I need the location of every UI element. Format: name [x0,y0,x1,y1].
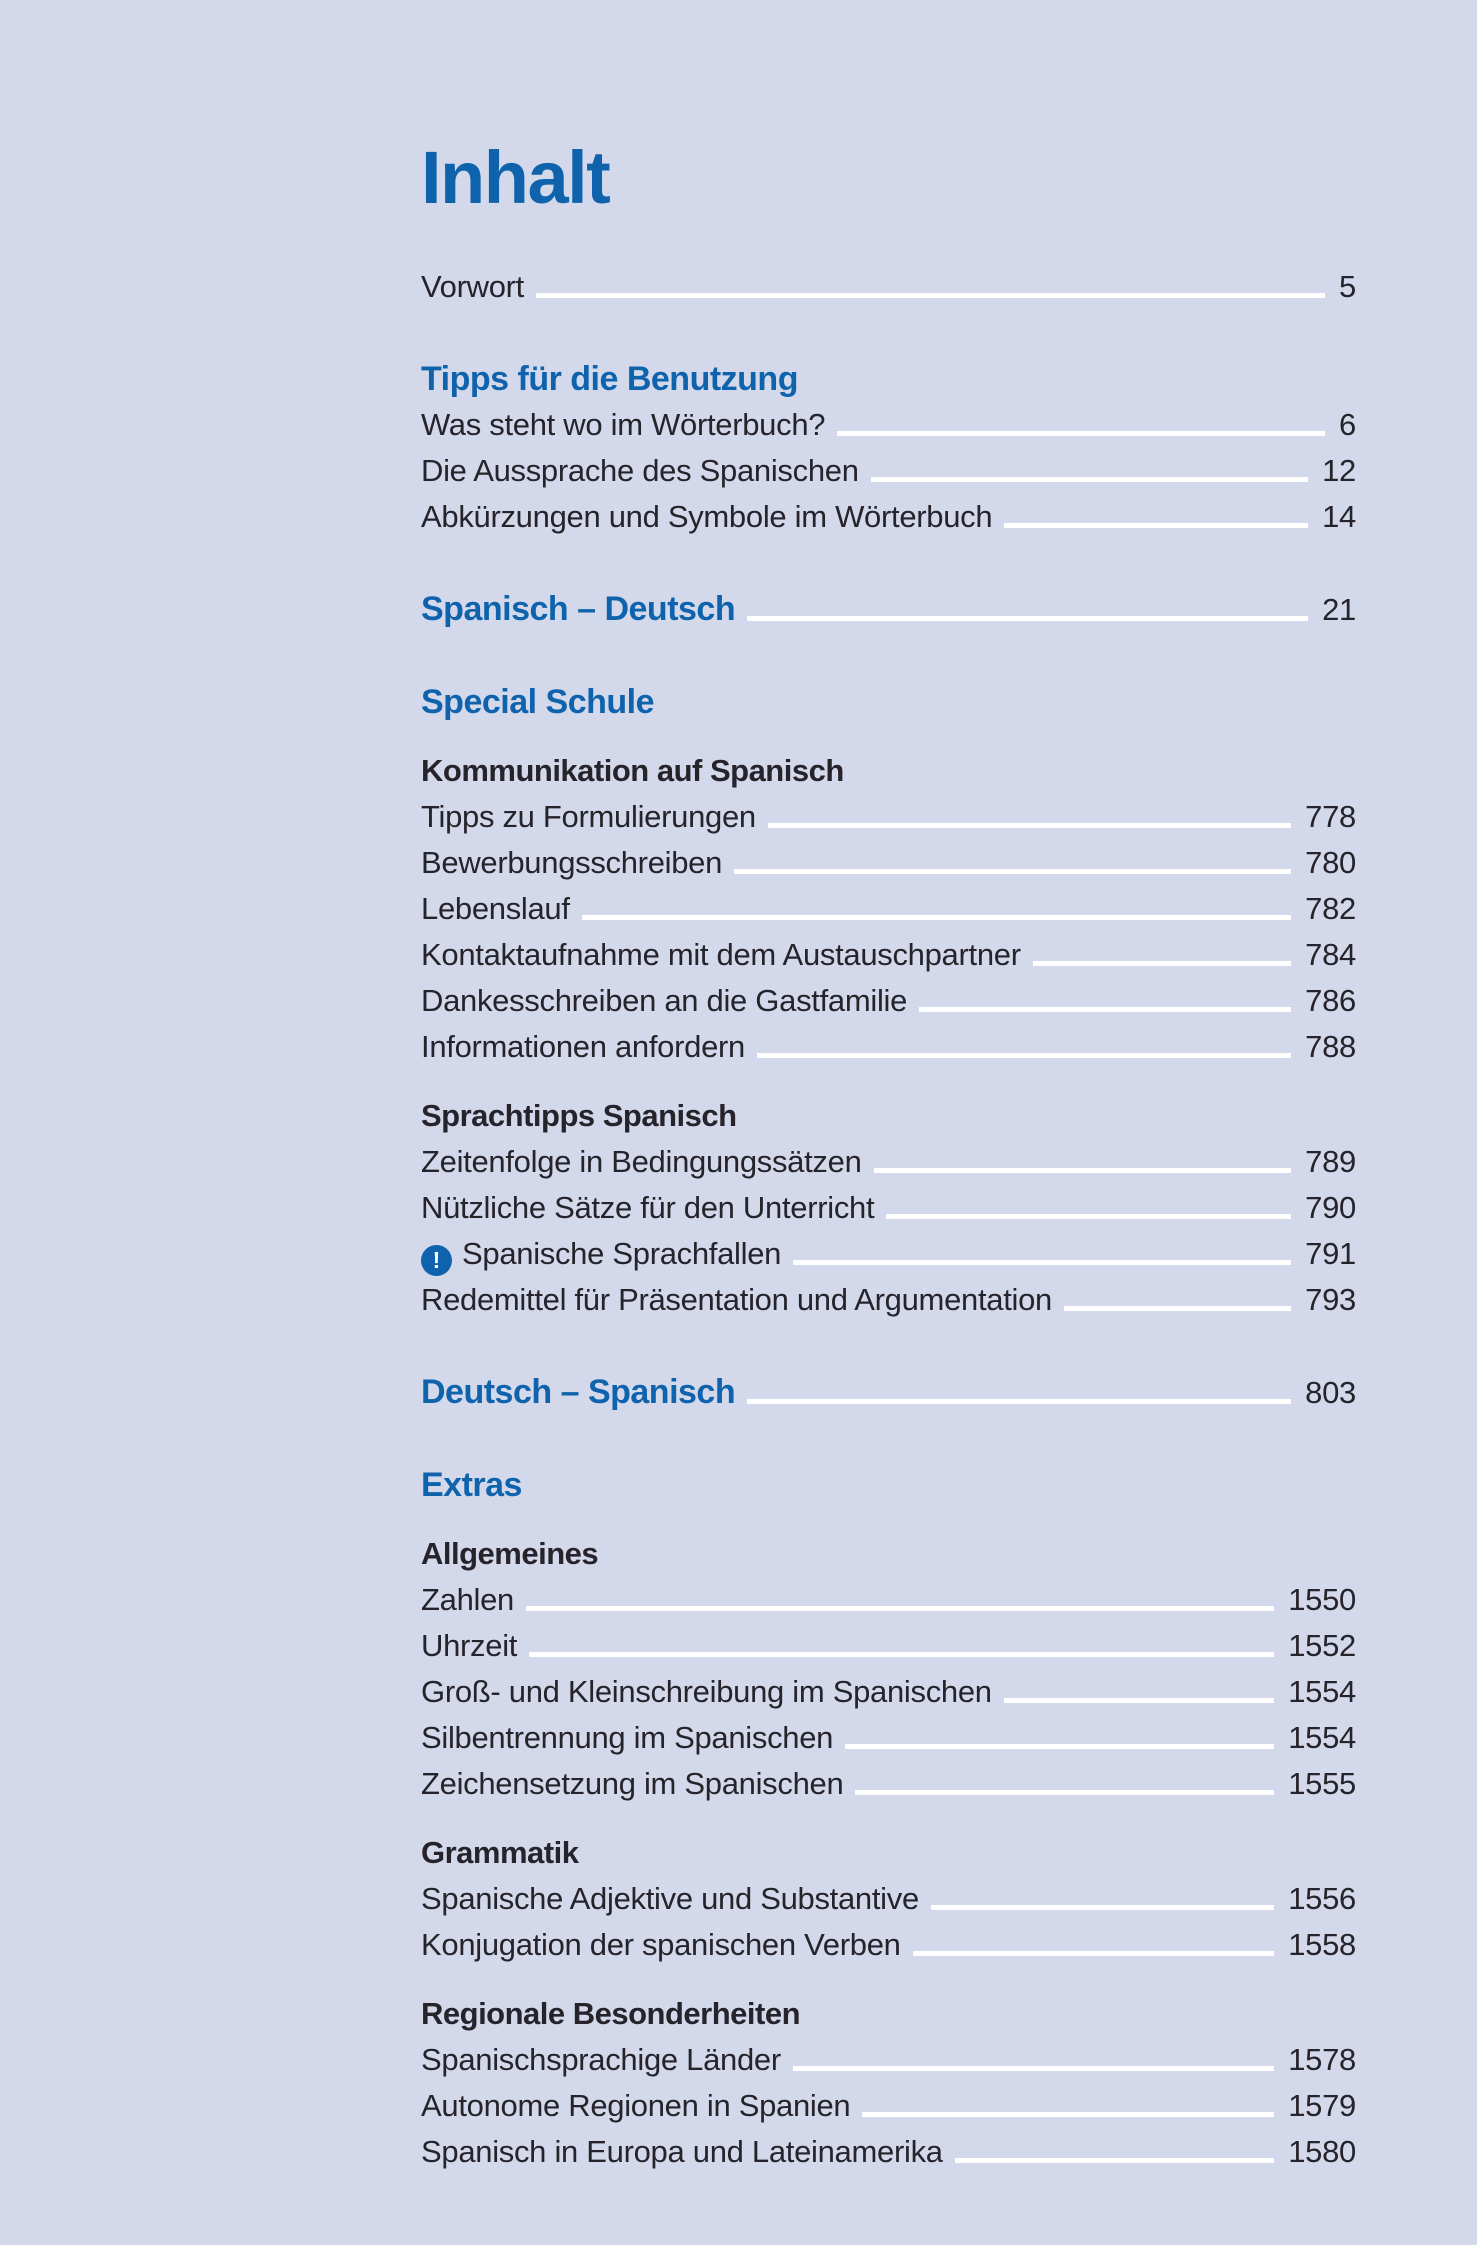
leader-line [582,915,1291,920]
entry-page-number: 790 [1305,1190,1356,1225]
entry-page-number: 1556 [1288,1881,1356,1916]
toc-entry [421,932,1356,978]
entry-page-number: 21 [1322,592,1356,627]
entry-label: Konjugation der spanischen Verben [421,1927,901,1962]
toc-entry [421,1623,1356,1669]
entry-page-number: 1579 [1288,2088,1356,2123]
toc-section-heading [421,1369,1356,1416]
toc-section-heading [421,356,1356,402]
leader-line [1004,523,1308,528]
toc-entry [421,2037,1356,2083]
entry-page-number: 1558 [1288,1927,1356,1962]
entry-label: Kontaktaufnahme mit dem Austauschpartner [421,937,1021,972]
section-heading-label: Deutsch – Spanisch [421,1373,736,1411]
toc-section-heading [421,679,1356,725]
toc-entry [421,1761,1356,1807]
section-heading-label: Extras [421,1466,522,1504]
toc-entry [421,1024,1356,1070]
entry-page-number: 1554 [1288,1720,1356,1755]
entry-label: Nützliche Sätze für den Unterricht [421,1190,875,1225]
entry-label: Abkürzungen und Symbole im Wörterbuch [421,499,993,534]
info-icon: ! [421,1245,452,1276]
entry-label: Dankesschreiben an die Gastfamilie [421,983,908,1018]
entry-label: Spanisch in Europa und Lateinamerika [421,2134,943,2169]
leader-line [757,1053,1291,1058]
entry-page-number: 786 [1305,983,1356,1018]
entry-page-number: 1555 [1288,1766,1356,1801]
entry-label: Vorwort [421,269,524,304]
entry-label: Groß- und Kleinschreibung im Spanischen [421,1674,992,1709]
toc-subheading [421,748,1356,794]
entry-label: Zahlen [421,1582,514,1617]
entry-page-number: 793 [1305,1282,1356,1317]
leader-line [845,1744,1274,1749]
leader-line [747,1399,1291,1404]
entry-label: Redemittel für Präsentation und Argumentation [421,1282,1052,1317]
leader-line [529,1652,1274,1657]
subheading-label: Grammatik [421,1835,579,1870]
entry-page-number: 784 [1305,937,1356,972]
entry-page-number: 12 [1322,453,1356,488]
leader-line [793,1260,1291,1265]
toc-entry [421,1922,1356,1968]
entry-label: Zeichensetzung im Spanischen [421,1766,844,1801]
entry-page-number: 778 [1305,799,1356,834]
entry-label: Zeitenfolge in Bedingungssätzen [421,1144,862,1179]
leader-line [874,1168,1292,1173]
table-of-contents [421,264,1356,2175]
toc-entry [421,1139,1356,1185]
entry-label: Silbentrennung im Spanischen [421,1720,834,1755]
leader-line [768,823,1291,828]
entry-label: Tipps zu Formulierungen [421,799,756,834]
subheading-label: Regionale Besonderheiten [421,1996,801,2031]
section-heading-label: Tipps für die Benutzung [421,360,798,398]
toc-entry [421,1876,1356,1922]
entry-page-number: 791 [1305,1236,1356,1271]
entry-page-number: 1550 [1288,1582,1356,1617]
toc-entry [421,1277,1356,1323]
entry-page-number: 789 [1305,1144,1356,1179]
entry-page-number: 1554 [1288,1674,1356,1709]
page-title: Inhalt [421,136,610,219]
leader-line [862,2112,1274,2117]
toc-section-heading [421,1462,1356,1508]
entry-page-number: 6 [1339,407,1356,442]
entry-page-number: 1578 [1288,2042,1356,2077]
section-heading-label: Spanisch – Deutsch [421,590,736,628]
section-heading-label: Special Schule [421,683,654,721]
toc-section-heading [421,586,1356,633]
toc-entry [421,978,1356,1024]
toc-entry [421,2083,1356,2129]
leader-line [734,869,1291,874]
entry-label: Uhrzeit [421,1628,518,1663]
entry-page-number: 803 [1305,1375,1356,1410]
leader-line [855,1790,1274,1795]
toc-entry [421,794,1356,840]
toc-entry [421,264,1356,310]
leader-line [919,1007,1291,1012]
subheading-label: Sprachtipps Spanisch [421,1098,737,1133]
toc-subheading [421,1991,1356,2037]
leader-line [886,1214,1291,1219]
toc-entry [421,886,1356,932]
toc-entry [421,1715,1356,1761]
toc-entry [421,2129,1356,2175]
toc-subheading [421,1531,1356,1577]
entry-page-number: 1580 [1288,2134,1356,2169]
toc-entry [421,494,1356,540]
entry-label: Was steht wo im Wörterbuch? [421,407,826,442]
leader-line [955,2158,1275,2163]
entry-label: Informationen anfordern [421,1029,745,1064]
entry-label: Spanischsprachige Länder [421,2042,781,2077]
toc-entry [421,840,1356,886]
leader-line [1064,1306,1291,1311]
toc-entry [421,402,1356,448]
entry-page-number: 782 [1305,891,1356,926]
entry-page-number: 788 [1305,1029,1356,1064]
entry-label: Bewerbungsschreiben [421,845,723,880]
subheading-label: Allgemeines [421,1536,599,1571]
toc-entry [421,1185,1356,1231]
toc-entry [421,1669,1356,1715]
leader-line [793,2066,1274,2071]
leader-line [871,477,1308,482]
entry-label: Lebenslauf [421,891,570,926]
toc-subheading [421,1830,1356,1876]
leader-line [913,1951,1275,1956]
toc-entry [421,1577,1356,1623]
leader-line [1004,1698,1275,1703]
entry-page-number: 1552 [1288,1628,1356,1663]
entry-label: Spanische Adjektive und Substantive [421,1881,919,1916]
entry-page-number: 780 [1305,845,1356,880]
leader-line [931,1905,1274,1910]
leader-line [1033,961,1291,966]
entry-page-number: 14 [1322,499,1356,534]
entry-page-number: 5 [1339,269,1356,304]
leader-line [536,293,1325,298]
entry-label: Die Aussprache des Spanischen [421,453,859,488]
entry-label: Spanische Sprachfallen [462,1236,782,1271]
entry-label: Autonome Regionen in Spanien [421,2088,851,2123]
leader-line [526,1606,1274,1611]
leader-line [747,616,1308,621]
toc-entry [421,448,1356,494]
subheading-label: Kommunikation auf Spanisch [421,753,844,788]
toc-subheading [421,1093,1356,1139]
toc-entry [421,1231,1356,1277]
leader-line [837,431,1325,436]
